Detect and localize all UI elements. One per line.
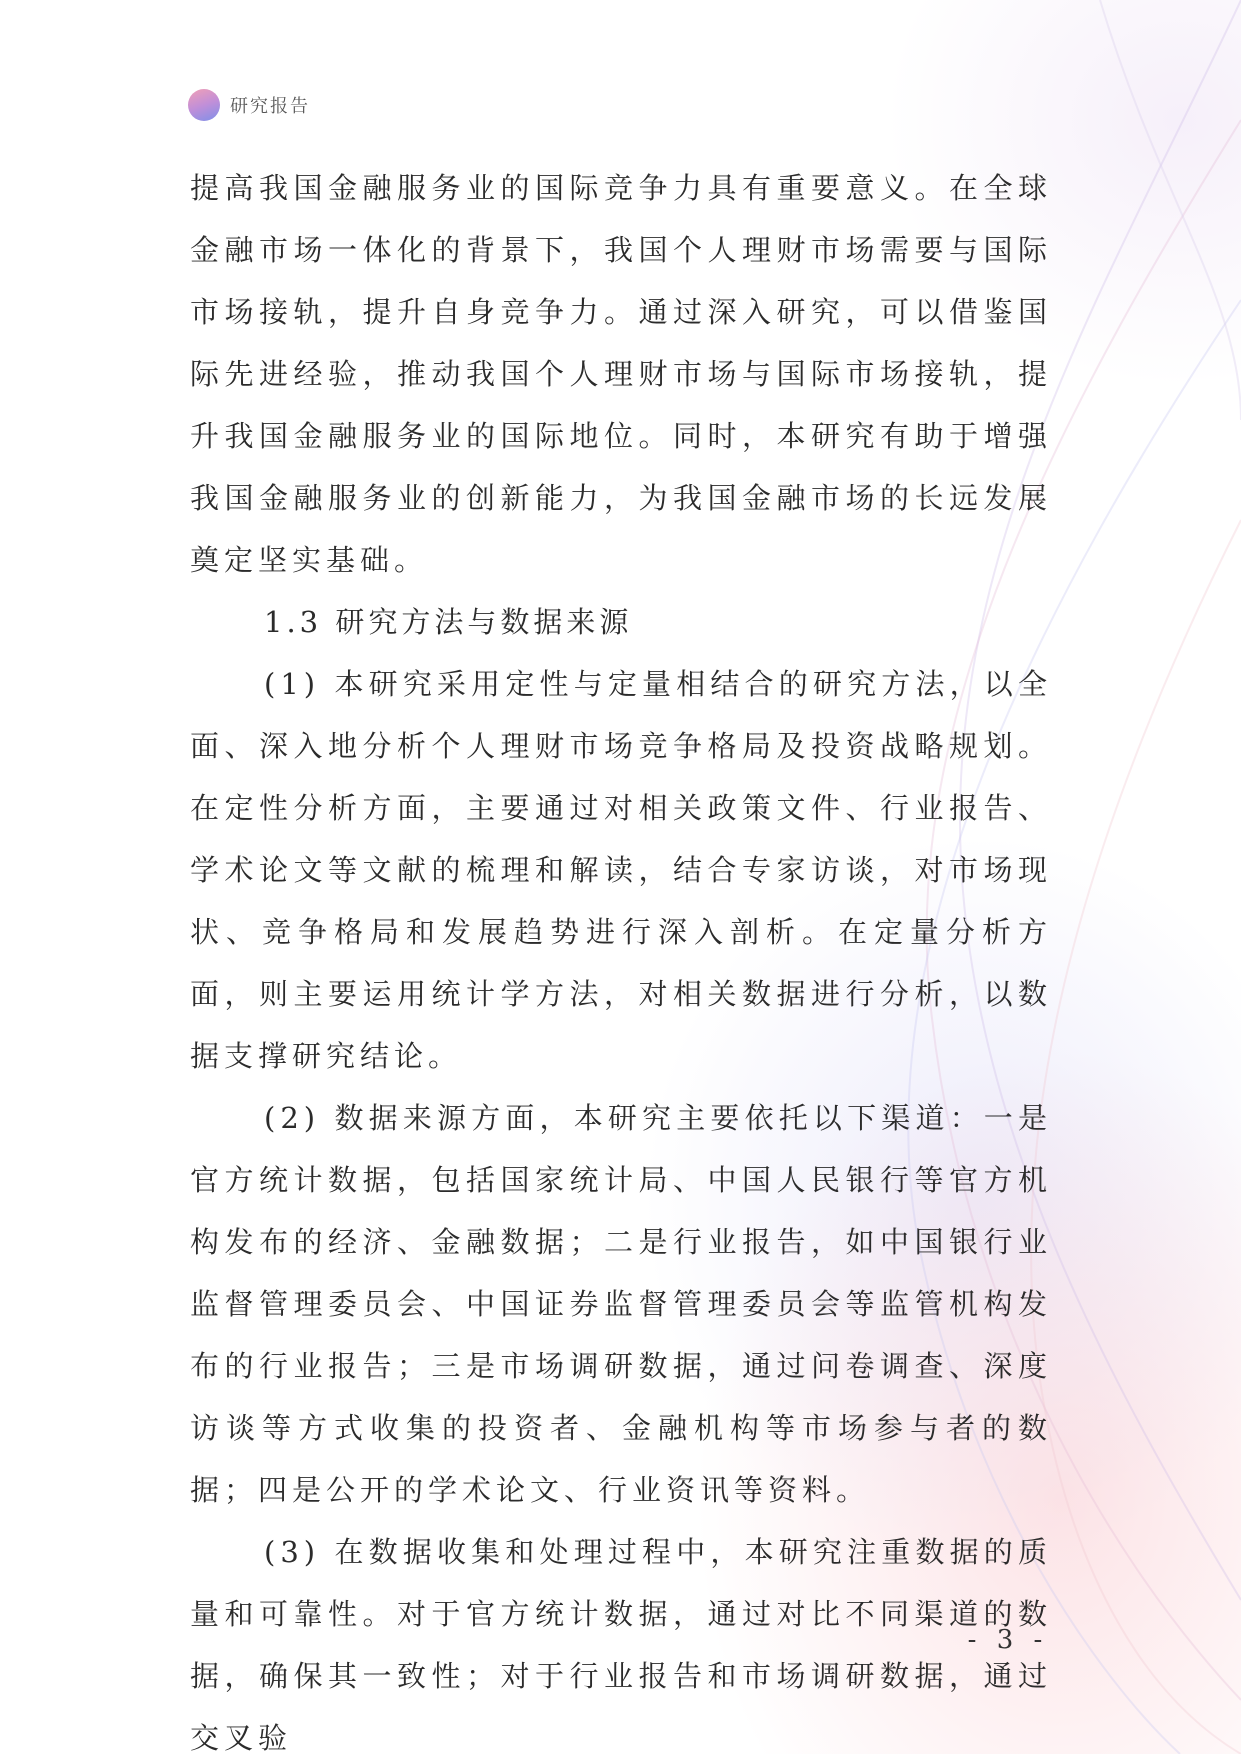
paragraph-data-sources: (2) 数据来源方面，本研究主要依托以下渠道：一是官方统计数据，包括国家统计局、中国人民银行等官方机构发布的经济、金融数据；二是行业报告，如中国银行业监督管理委员会、中国证券监督管理委员会等监管机构发布的行业报告；三是市场调研数据，通过问卷调查、深度访谈等方式收集的投资者、金融机构等市场参与者的数据；四是公开的学术论文、行业资讯等资料。	[190, 1101, 1052, 1507]
section-heading: 1.3 研究方法与数据来源	[264, 605, 633, 639]
continued-paragraph: 提高我国金融服务业的国际竞争力具有重要意义。在全球金融市场一体化的背景下，我国个人理财市场需要与国际市场接轨，提升自身竞争力。通过深入研究，可以借鉴国际先进经验，推动我国个人理财市场与国际市场接轨，提升我国金融服务业的国际地位。同时，本研究有助于增强我国金融服务业的创新能力，为我国金融市场的长远发展奠定坚实基础。	[190, 171, 1052, 577]
page-number: - 3 -	[967, 1625, 1049, 1655]
paragraph-data-quality: (3) 在数据收集和处理过程中，本研究注重数据的质量和可靠性。对于官方统计数据，通过对比不同渠道的数据，确保其一致性；对于行业报告和市场调研数据，通过交叉验	[190, 1535, 1052, 1754]
report-logo-icon	[188, 89, 220, 121]
wave-line-4	[1031, 520, 1241, 1754]
header-title: 研究报告	[230, 96, 310, 117]
paragraph-methods: (1) 本研究采用定性与定量相结合的研究方法，以全面、深入地分析个人理财市场竞争格局及投资战略规划。在定性分析方面，主要通过对相关政策文件、行业报告、学术论文等文献的梳理和解读，结合专家访谈，对市场现状、竞争格局和发展趋势进行深入剖析。在定量分析方面，则主要运用统计学方法，对相关数据进行分析，以数据支撑研究结论。	[190, 667, 1052, 1073]
document-body	[190, 157, 1052, 1754]
wave-line-5	[1100, 0, 1241, 420]
report-header	[188, 88, 310, 122]
